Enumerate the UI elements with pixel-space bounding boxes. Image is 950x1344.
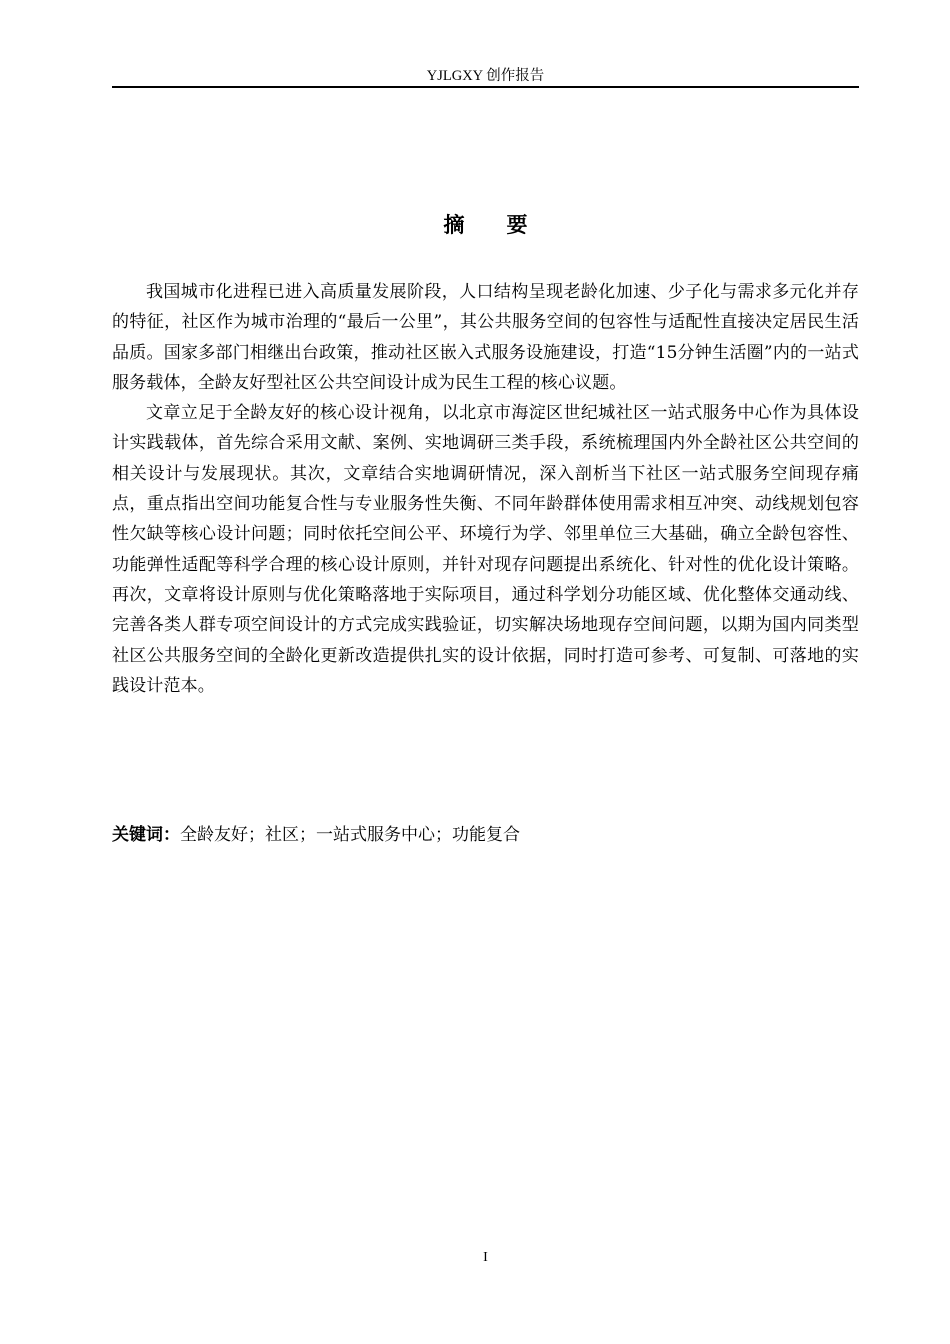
header-divider bbox=[112, 86, 859, 88]
keywords-text: 全龄友好；社区；一站式服务中心；功能复合 bbox=[180, 825, 520, 845]
abstract-title bbox=[112, 210, 859, 240]
abstract-body bbox=[112, 277, 859, 701]
abstract-paragraph-1: 我国城市化进程已进入高质量发展阶段，人口结构呈现老龄化加速、少子化与需求多元化并存的特征，社区作为城市治理的“最后一公里”，其公共服务空间的包容性与适配性直接决定居民生活品质。国家多部门相继出台政策，推动社区嵌入式服务设施建设，打造“15分钟生活圈”内的一站式服务载体，全龄友好型社区公共空间设计成为民生工程的核心议题。 bbox=[112, 282, 859, 393]
abstract-paragraph-2: 文章立足于全龄友好的核心设计视角，以北京市海淀区世纪城社区一站式服务中心作为具体设计实践载体，首先综合采用文献、案例、实地调研三类手段，系统梳理国内外全龄社区公共空间的相关设计与发展现状。其次，文章结合实地调研情况，深入剖析当下社区一站式服务空间现存痛点，重点指出空间功能复合性与专业服务性失衡、不同年龄群体使用需求相互冲突、动线规划包容性欠缺等核心设计问题；同时依托空间公平、环境行为学、邻里单位三大基础，确立全龄包容性、功能弹性适配等科学合理的核心设计原则，并针对现存问题提出系统化、针对性的优化设计策略。再次，文章将设计原则与优化策略落地于实际项目，通过科学划分功能区域、优化整体交通动线、完善各类人群专项空间设计的方式完成实践验证，切实解决场地现存空间问题，以期为国内同类型社区公共服务空间的全龄化更新改造提供扎实的设计依据，同时打造可参考、可复制、可落地的实践设计范本。 bbox=[112, 403, 859, 696]
page-number: I bbox=[483, 1250, 488, 1265]
abstract-title-char-2: 要 bbox=[506, 213, 528, 237]
keywords-line bbox=[112, 820, 859, 850]
abstract-title-char-1: 摘 bbox=[443, 213, 465, 237]
running-header: YJLGXY 创作报告 bbox=[426, 68, 545, 84]
keywords-label: 关键词： bbox=[112, 825, 180, 845]
